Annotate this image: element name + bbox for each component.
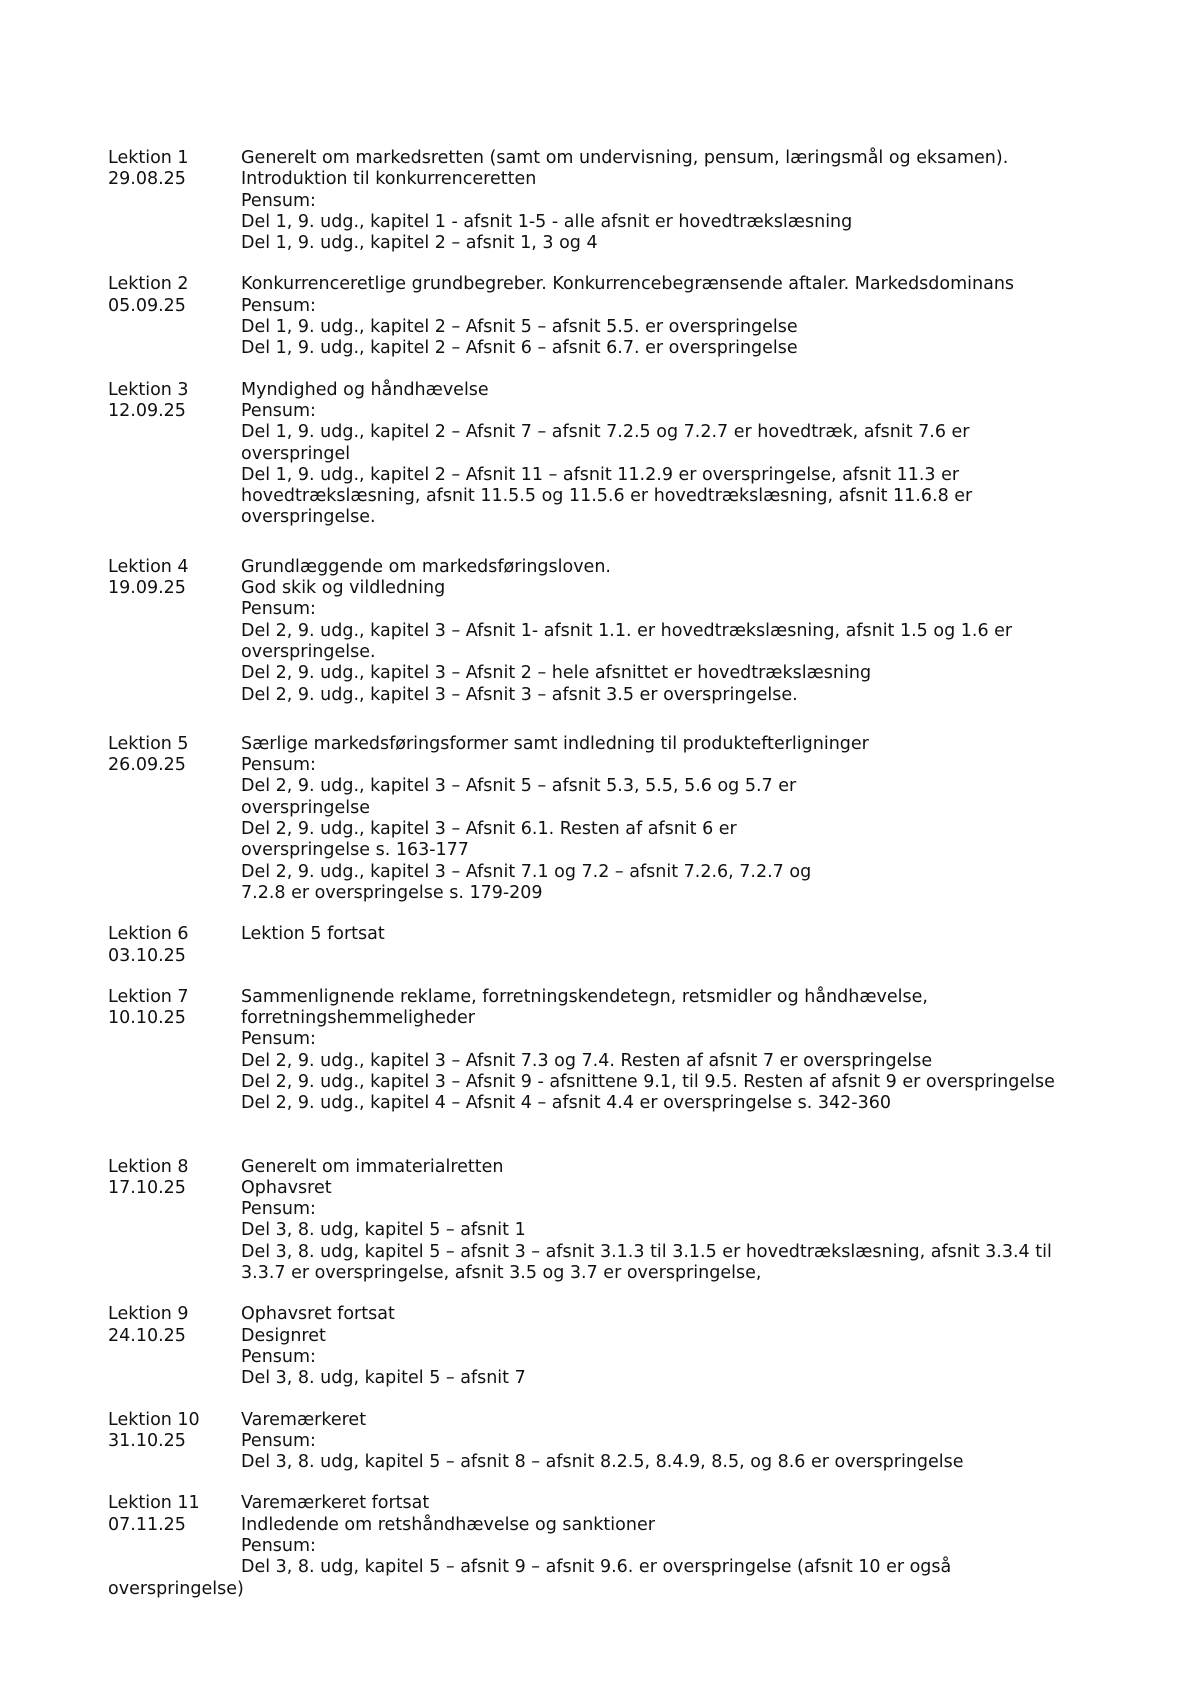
lesson-date: 03.10.25: [108, 945, 186, 966]
lesson-topic: Ophavsret: [241, 1177, 332, 1198]
lesson-topic: Generelt om immaterialretten: [241, 1156, 504, 1177]
pensum-item: Del 1, 9. udg., kapitel 2 – Afsnit 11 – afsnit 11.2.9 er overspringelse, afsnit 11.3 er: [241, 464, 960, 485]
lesson-header: [108, 380, 238, 423]
lesson-number: Lektion 1: [108, 148, 189, 168]
lesson-content: [241, 1410, 1108, 1474]
lesson-topic: God skik og vildledning: [241, 578, 446, 599]
lesson-5: [108, 734, 1108, 904]
lesson-schedule: [108, 148, 1108, 1620]
lesson-6: [108, 924, 1108, 967]
pensum-item: Del 2, 9. udg., kapitel 3 – Afsnit 7.1 og 7.2 – afsnit 7.2.6, 7.2.7 og: [241, 861, 812, 882]
lesson-number: Lektion 10: [108, 1409, 200, 1430]
lesson-content: [241, 1157, 1108, 1285]
lesson-topic: Ophavsret fortsat: [241, 1304, 395, 1325]
lesson-content: [241, 148, 1108, 254]
pensum-item: overspringelse.: [241, 641, 376, 662]
lesson-topic: Introduktion til konkurrenceretten: [241, 169, 537, 190]
lesson-header: [108, 734, 238, 777]
pensum-item: Del 1, 9. udg., kapitel 1 - afsnit 1-5 - alle afsnit er hovedtrækslæsning: [241, 211, 853, 232]
lesson-header: [108, 148, 238, 191]
pensum-label: Pensum:: [241, 1029, 316, 1050]
pensum-label: Pensum:: [241, 1430, 316, 1451]
lesson-content: [241, 734, 1108, 904]
lesson-topic: Sammenlignende reklame, forretningskendetegn, retsmidler og håndhævelse,: [241, 986, 928, 1007]
lesson-10: [108, 1410, 1108, 1474]
pensum-item: Del 2, 9. udg., kapitel 3 – Afsnit 9 - afsnittene 9.1, til 9.5. Resten af afsnit 9 er overspringelse: [241, 1071, 1055, 1092]
lesson-number: Lektion 8: [108, 1156, 189, 1177]
lesson-number: Lektion 6: [108, 924, 189, 945]
pensum-label: Pensum:: [241, 400, 316, 421]
pensum-item: 3.3.7 er overspringelse, afsnit 3.5 og 3.7 er overspringelse,: [241, 1263, 762, 1284]
lesson-date: 17.10.25: [108, 1177, 186, 1198]
lesson-date: 29.08.25: [108, 169, 186, 190]
lesson-header: [108, 924, 238, 967]
pensum-item: overspringel: [241, 443, 351, 464]
lesson-header: [108, 557, 238, 600]
lesson-content: [241, 274, 1108, 359]
pensum-item-continuation: overspringelse): [108, 1578, 244, 1599]
pensum-item: overspringelse s. 163-177: [241, 840, 469, 861]
lesson-content: [241, 1304, 1108, 1389]
lesson-number: Lektion 9: [108, 1304, 189, 1325]
lesson-content: [241, 924, 1108, 967]
pensum-label: Pensum:: [241, 599, 316, 620]
lesson-number: Lektion 3: [108, 379, 189, 400]
pensum-label: Pensum:: [241, 295, 316, 316]
lesson-topic: Varemærkeret: [241, 1409, 367, 1430]
lesson-number: Lektion 2: [108, 274, 189, 295]
lesson-topic: Varemærkeret fortsat: [241, 1493, 430, 1514]
lesson-topic: Lektion 5 fortsat: [241, 924, 385, 945]
lesson-date: 10.10.25: [108, 1008, 186, 1029]
lesson-topic: Designret: [241, 1325, 326, 1346]
lesson-date: 07.11.25: [108, 1514, 186, 1535]
pensum-item: overspringelse.: [241, 507, 376, 528]
pensum-label: Pensum:: [241, 755, 316, 776]
lesson-date: 19.09.25: [108, 578, 186, 599]
lesson-4: [108, 557, 1108, 706]
pensum-item: Del 2, 9. udg., kapitel 3 – Afsnit 1- afsnit 1.1. er hovedtrækslæsning, afsnit 1.5 og 1.6 er: [241, 620, 1013, 641]
lesson-content: [241, 557, 1108, 706]
pensum-item: Del 2, 9. udg., kapitel 3 – Afsnit 7.3 og 7.4. Resten af afsnit 7 er overspringelse: [241, 1050, 933, 1071]
lesson-date: 26.09.25: [108, 755, 186, 776]
pensum-item: Del 3, 8. udg, kapitel 5 – afsnit 9 – afsnit 9.6. er overspringelse (afsnit 10 er også: [241, 1557, 952, 1578]
lesson-date: 31.10.25: [108, 1430, 186, 1451]
pensum-item: Del 2, 9. udg., kapitel 4 – Afsnit 4 – afsnit 4.4 er overspringelse s. 342-360: [241, 1093, 892, 1114]
lesson-number: Lektion 4: [108, 556, 189, 577]
lesson-header: [108, 1157, 238, 1200]
pensum-item: overspringelse: [241, 797, 371, 818]
pensum-label: Pensum:: [241, 1536, 316, 1557]
lesson-topic: Myndighed og håndhævelse: [241, 379, 489, 400]
lesson-topic: Generelt om markedsretten (samt om undervisning, pensum, læringsmål og eksamen).: [241, 148, 1009, 168]
lesson-date: 05.09.25: [108, 295, 186, 316]
lesson-topic: Indledende om retshåndhævelse og sanktioner: [241, 1514, 655, 1535]
pensum-item: Del 3, 8. udg, kapitel 5 – afsnit 3 – afsnit 3.1.3 til 3.1.5 er hovedtrækslæsning, afsnit 3.3.4 til: [241, 1241, 1052, 1262]
pensum-item: Del 3, 8. udg, kapitel 5 – afsnit 7: [241, 1368, 526, 1389]
pensum-item: Del 1, 9. udg., kapitel 2 – afsnit 1, 3 og 4: [241, 233, 598, 254]
lesson-topic: forretningshemmeligheder: [241, 1008, 475, 1029]
pensum-item: Del 3, 8. udg, kapitel 5 – afsnit 8 – afsnit 8.2.5, 8.4.9, 8.5, og 8.6 er overspringelse: [241, 1452, 964, 1473]
lesson-9: [108, 1304, 1108, 1389]
pensum-item: Del 1, 9. udg., kapitel 2 – Afsnit 7 – afsnit 7.2.5 og 7.2.7 er hovedtræk, afsnit 7.6 er: [241, 422, 970, 443]
lesson-header: [108, 1410, 238, 1453]
lesson-8: [108, 1157, 1108, 1285]
lesson-3: [108, 380, 1108, 529]
pensum-item: Del 1, 9. udg., kapitel 2 – Afsnit 6 – afsnit 6.7. er overspringelse: [241, 338, 798, 359]
pensum-item: Del 1, 9. udg., kapitel 2 – Afsnit 5 – afsnit 5.5. er overspringelse: [241, 317, 798, 338]
lesson-topic: Grundlæggende om markedsføringsloven.: [241, 556, 611, 577]
lesson-7: [108, 987, 1108, 1115]
lesson-1: [108, 148, 1108, 254]
lesson-date: 12.09.25: [108, 400, 186, 421]
lesson-topic: Konkurrenceretlige grundbegreber. Konkurrencebegrænsende aftaler. Markedsdominans: [241, 274, 1015, 295]
pensum-label: Pensum:: [241, 190, 316, 211]
lesson-number: Lektion 11: [108, 1493, 200, 1514]
pensum-item: Del 2, 9. udg., kapitel 3 – Afsnit 5 – afsnit 5.3, 5.5, 5.6 og 5.7 er: [241, 776, 797, 797]
pensum-item: hovedtrækslæsning, afsnit 11.5.5 og 11.5.6 er hovedtrækslæsning, afsnit 11.6.8 er: [241, 486, 973, 507]
lesson-number: Lektion 7: [108, 986, 189, 1007]
lesson-11: [108, 1493, 1108, 1599]
lesson-number: Lektion 5: [108, 733, 189, 754]
pensum-item: Del 3, 8. udg, kapitel 5 – afsnit 1: [241, 1220, 526, 1241]
pensum-item: 7.2.8 er overspringelse s. 179-209: [241, 882, 543, 903]
lesson-header: [108, 987, 238, 1030]
lesson-header: [108, 1493, 238, 1536]
pensum-label: Pensum:: [241, 1199, 316, 1220]
lesson-2: [108, 274, 1108, 359]
pensum-label: Pensum:: [241, 1346, 316, 1367]
pensum-item: Del 2, 9. udg., kapitel 3 – Afsnit 6.1. Resten af afsnit 6 er: [241, 819, 737, 840]
pensum-item: Del 2, 9. udg., kapitel 3 – Afsnit 3 – afsnit 3.5 er overspringelse.: [241, 684, 798, 705]
lesson-content: [241, 380, 1108, 529]
lesson-topic: Særlige markedsføringsformer samt indledning til produktefterligninger: [241, 733, 869, 754]
lesson-date: 24.10.25: [108, 1325, 186, 1346]
lesson-content: [241, 987, 1108, 1115]
pensum-item: Del 2, 9. udg., kapitel 3 – Afsnit 2 – hele afsnittet er hovedtrækslæsning: [241, 663, 872, 684]
lesson-header: [108, 1304, 238, 1347]
spacer: [241, 946, 1108, 967]
lesson-header: [108, 274, 238, 317]
